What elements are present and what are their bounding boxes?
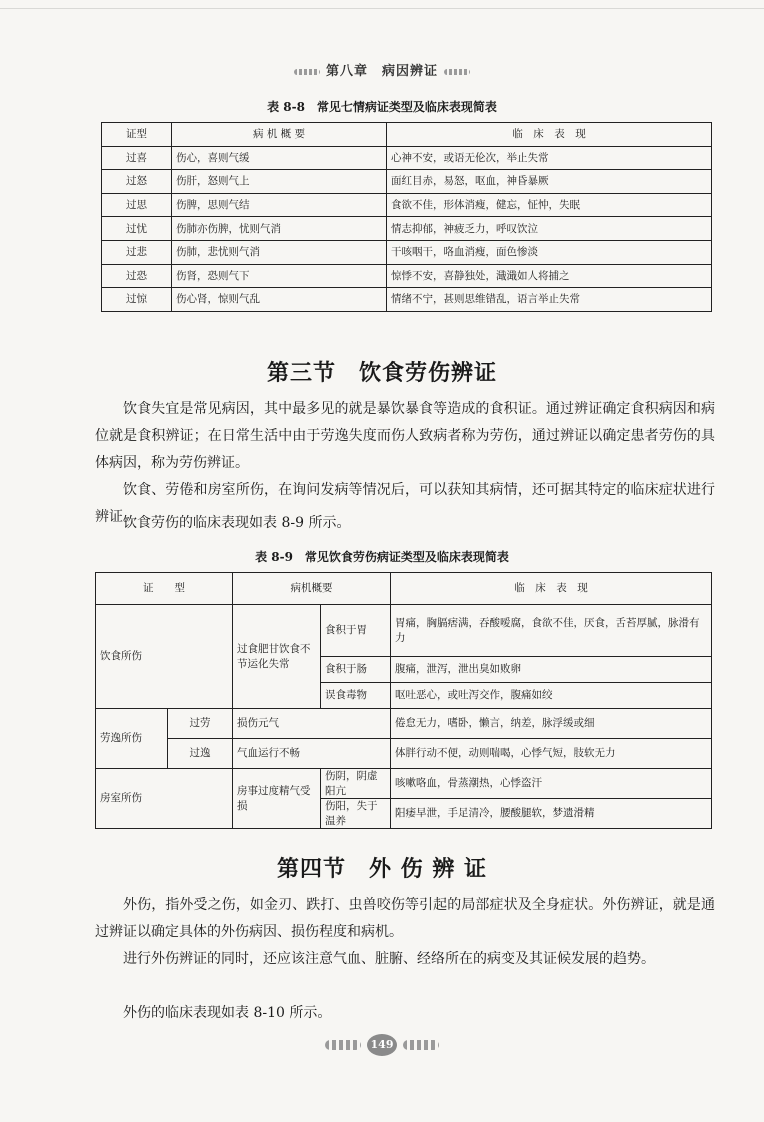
type-cell: 过悲 bbox=[102, 240, 172, 264]
sub-mechanism-cell: 食积于肠 bbox=[321, 657, 391, 683]
header-cell: 临 床 表 现 bbox=[391, 573, 712, 605]
sub-type-cell: 过劳 bbox=[168, 709, 233, 739]
left-ornament-icon bbox=[294, 69, 320, 75]
type-cell: 劳逸所伤 bbox=[96, 709, 168, 769]
symptom-cell: 倦怠无力，嗜卧，懒言，纳差，脉浮缓或细 bbox=[391, 709, 712, 739]
top-rule bbox=[0, 8, 764, 9]
symptom-cell: 腹痛，泄泻，泄出臭如败卵 bbox=[391, 657, 712, 683]
type-cell: 过忧 bbox=[102, 217, 172, 241]
section-4-paragraph-1: 外伤，指外受之伤，如金刃、跌打、虫兽咬伤等引起的局部症状及全身症状。外伤辨证，就是通过辨证以确定具体的外伤病因、损伤程度和病机。 bbox=[95, 897, 715, 940]
table-header-row bbox=[96, 573, 712, 605]
symptom-cell: 干咳咽干，咯血消瘦，面色惨淡 bbox=[387, 240, 712, 264]
page-number: 149 bbox=[367, 1034, 397, 1056]
type-cell: 过喜 bbox=[102, 146, 172, 170]
table-8-9 bbox=[95, 572, 712, 829]
table-row bbox=[96, 605, 712, 657]
page-footer bbox=[0, 1034, 764, 1056]
mechanism-cell: 伤脾，思则气结 bbox=[172, 193, 387, 217]
symptom-cell: 食欲不佳，形体消瘦，健忘，怔忡，失眠 bbox=[387, 193, 712, 217]
symptom-cell: 胃痛，胸膈痞满，吞酸嗳腐，食欲不佳，厌食，舌苔厚腻，脉滑有力 bbox=[391, 605, 712, 657]
sub-mechanism-cell: 伤阴，阴虚阳亢 bbox=[321, 769, 391, 799]
table-row bbox=[96, 769, 712, 799]
type-cell: 过思 bbox=[102, 193, 172, 217]
section-3-title: 第三节 饮食劳伤辨证 bbox=[266, 360, 497, 386]
table-8-9-caption: 表 8-9 常见饮食劳伤病证类型及临床表现简表 bbox=[255, 550, 509, 564]
type-cell: 过惊 bbox=[102, 288, 172, 312]
mechanism-cell: 伤肺亦伤脾，忧则气消 bbox=[172, 217, 387, 241]
mechanism-cell: 过食肥甘饮食不节运化失常 bbox=[233, 605, 321, 709]
symptom-cell: 面红目赤，易怒，呕血，神昏暴厥 bbox=[387, 170, 712, 194]
symptom-cell: 惊悸不安，喜静独处，濈濈如人将捕之 bbox=[387, 264, 712, 288]
section-3-paragraph-2: 饮食、劳倦和房室所伤，在询问发病等情况后，可以获知其病情，还可据其特定的临床症状进行辨证。 bbox=[95, 482, 715, 525]
table-row bbox=[102, 193, 712, 217]
mechanism-cell: 伤肝，怒则气上 bbox=[172, 170, 387, 194]
right-flourish-icon bbox=[403, 1040, 439, 1050]
type-cell: 房室所伤 bbox=[96, 769, 233, 829]
header-cell: 证型 bbox=[102, 123, 172, 147]
table-row bbox=[102, 240, 712, 264]
header-cell: 病 机 概 要 bbox=[172, 123, 387, 147]
table-row bbox=[102, 217, 712, 241]
right-ornament-icon bbox=[444, 69, 470, 75]
running-title: 第八章 病因辨证 bbox=[325, 64, 438, 79]
table-row bbox=[102, 288, 712, 312]
table-8-8-caption: 表 8-8 常见七情病证类型及临床表现简表 bbox=[267, 100, 497, 114]
sub-mechanism-cell: 食积于胃 bbox=[321, 605, 391, 657]
sub-mechanism-cell: 误食毒物 bbox=[321, 683, 391, 709]
table-row bbox=[96, 709, 712, 739]
header-cell: 证 型 bbox=[96, 573, 233, 605]
type-cell: 过恐 bbox=[102, 264, 172, 288]
table-header-row bbox=[102, 123, 712, 147]
section-3-paragraph-1: 饮食失宜是常见病因，其中最多见的就是暴饮暴食等造成的食积证。通过辨证确定食积病因和病位就是食积辨证；在日常生活中由于劳逸失度而伤人致病者称为劳伤，通过辨证以确定患者劳伤的具体病因，称为劳伤辨证。 bbox=[95, 401, 715, 471]
symptom-cell: 体胖行动不便，动则喘喝，心悸气短，肢软无力 bbox=[391, 739, 712, 769]
symptom-cell: 呕吐恶心，或吐泻交作，腹痛如绞 bbox=[391, 683, 712, 709]
section-4-title: 第四节 外 伤 辨 证 bbox=[277, 856, 487, 882]
table-row bbox=[102, 170, 712, 194]
mechanism-cell: 伤肺，悲忧则气消 bbox=[172, 240, 387, 264]
type-cell: 饮食所伤 bbox=[96, 605, 233, 709]
symptom-cell: 心神不安，或语无伦次，举止失常 bbox=[387, 146, 712, 170]
header-cell: 病机概要 bbox=[233, 573, 391, 605]
mechanism-cell: 伤心肾，惊则气乱 bbox=[172, 288, 387, 312]
section-3-paragraph-3: 饮食劳伤的临床表现如表 8-9 所示。 bbox=[123, 515, 351, 531]
sub-mechanism-cell: 伤阳，失于温养 bbox=[321, 799, 391, 829]
type-cell: 过怒 bbox=[102, 170, 172, 194]
table-row bbox=[102, 264, 712, 288]
table-8-8 bbox=[101, 122, 712, 312]
symptom-cell: 咳嗽咯血，骨蒸潮热，心悸盗汗 bbox=[391, 769, 712, 799]
section-4-paragraph-3: 外伤的临床表现如表 8-10 所示。 bbox=[123, 1005, 332, 1021]
sub-type-cell: 过逸 bbox=[168, 739, 233, 769]
running-header bbox=[0, 60, 764, 79]
table-row bbox=[102, 146, 712, 170]
mechanism-cell: 房事过度精气受损 bbox=[233, 769, 321, 829]
mechanism-cell: 伤心，喜则气缓 bbox=[172, 146, 387, 170]
mechanism-cell: 损伤元气 bbox=[233, 709, 391, 739]
symptom-cell: 情志抑郁，神疲乏力，呼叹饮泣 bbox=[387, 217, 712, 241]
mechanism-cell: 气血运行不畅 bbox=[233, 739, 391, 769]
symptom-cell: 阳痿早泄，手足清冷，腰酸腿软，梦遗滑精 bbox=[391, 799, 712, 829]
left-flourish-icon bbox=[325, 1040, 361, 1050]
symptom-cell: 情绪不宁，甚则思维错乱，语言举止失常 bbox=[387, 288, 712, 312]
header-cell: 临 床 表 现 bbox=[387, 123, 712, 147]
mechanism-cell: 伤肾，恐则气下 bbox=[172, 264, 387, 288]
section-4-paragraph-2: 进行外伤辨证的同时，还应该注意气血、脏腑、经络所在的病变及其证候发展的趋势。 bbox=[123, 951, 655, 967]
table-row bbox=[96, 739, 712, 769]
